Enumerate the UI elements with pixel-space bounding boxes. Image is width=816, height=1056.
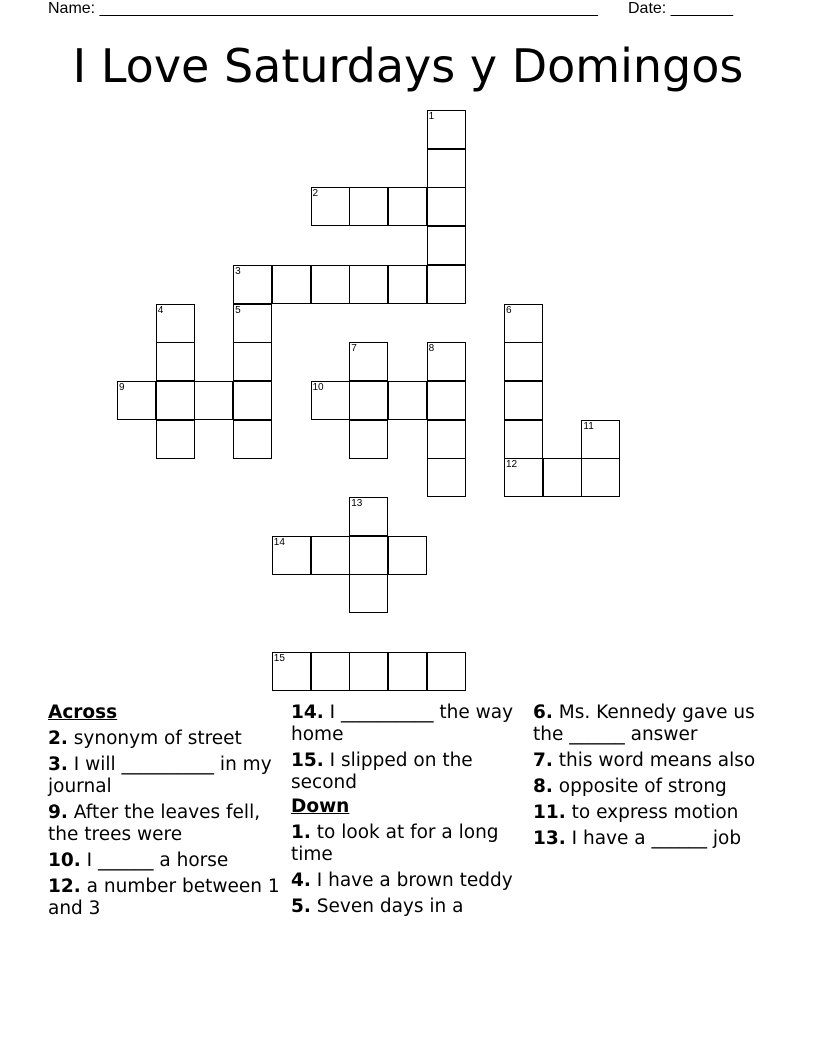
clue-number: 5 — [235, 304, 241, 316]
clue-number-label: 9. — [48, 802, 68, 823]
clue-number-label: 6. — [533, 702, 553, 723]
grid-cell[interactable] — [194, 381, 233, 420]
grid-cell[interactable] — [233, 265, 272, 304]
clue-number: 10 — [312, 381, 324, 393]
grid-cell[interactable] — [504, 381, 543, 420]
grid-cell[interactable] — [581, 420, 620, 459]
grid-cell[interactable] — [427, 458, 466, 497]
clue-text: a number between 1 and 3 — [48, 876, 280, 919]
grid-cell[interactable] — [349, 342, 388, 381]
grid-cell[interactable] — [311, 652, 350, 691]
clue-text: I ______ a horse — [80, 850, 229, 871]
section-heading: Across — [48, 702, 118, 723]
grid-cell[interactable] — [349, 265, 388, 304]
clue-number: 11 — [583, 420, 594, 432]
grid-cell[interactable] — [349, 187, 388, 226]
clue-text: Ms. Kennedy gave us the ______ answer — [533, 702, 755, 745]
grid-cell[interactable] — [311, 187, 350, 226]
clue-text: I will __________ in my journal — [48, 754, 272, 797]
grid-cell[interactable] — [427, 652, 466, 691]
clue-item — [533, 776, 768, 798]
grid-cell[interactable] — [233, 420, 272, 459]
grid-cell[interactable] — [349, 381, 388, 420]
clue-text: I have a brown teddy — [310, 870, 513, 891]
grid-cell[interactable] — [156, 342, 195, 381]
grid-cell[interactable] — [233, 342, 272, 381]
clue-number: 12 — [506, 459, 518, 471]
grid-cell[interactable] — [156, 304, 195, 343]
grid-cell[interactable] — [388, 536, 427, 575]
grid-cell[interactable] — [233, 381, 272, 420]
clue-item — [48, 876, 283, 920]
clue-text: to express motion — [565, 802, 739, 823]
grid-cell[interactable] — [504, 458, 543, 497]
clue-number-label: 1. — [291, 822, 311, 843]
clue-text: to look at for a long time — [291, 822, 499, 865]
clue-text: I slipped on the second — [291, 750, 473, 793]
clue-number-label: 8. — [533, 776, 553, 797]
grid-cell[interactable] — [156, 381, 195, 420]
grid-cell[interactable] — [504, 342, 543, 381]
clue-text: After the leaves fell, the trees were — [48, 802, 261, 845]
grid-cell[interactable] — [311, 265, 350, 304]
clue-item — [533, 702, 768, 746]
grid-cell[interactable] — [427, 149, 466, 188]
clue-number: 8 — [428, 343, 435, 355]
clue-item — [291, 702, 526, 746]
clue-number-label: 2. — [48, 728, 68, 749]
date-line: Date: _______ — [628, 0, 733, 17]
clue-number-label: 4. — [291, 870, 311, 891]
grid-cell[interactable] — [349, 497, 388, 536]
clue-text: this word means also — [552, 750, 756, 771]
clue-number: 14 — [273, 536, 285, 548]
clue-number-label: 14. — [291, 702, 324, 723]
clue-number: 3 — [235, 265, 241, 277]
grid-cell[interactable] — [117, 381, 156, 420]
clue-number-label: 10. — [48, 850, 81, 871]
clue-item — [48, 802, 283, 846]
clue-column-3 — [533, 702, 768, 850]
clue-column-2 — [291, 702, 526, 918]
clue-number: 1 — [428, 111, 435, 122]
grid-cell[interactable] — [427, 342, 466, 381]
clue-column-1 — [48, 702, 283, 920]
clue-number-label: 5. — [291, 896, 311, 917]
clue-item — [291, 750, 526, 794]
clue-number-label: 7. — [533, 750, 553, 771]
clue-number: 15 — [273, 652, 285, 664]
grid-cell[interactable] — [349, 536, 388, 575]
puzzle-title: I Love Saturdays y Domingos — [72, 39, 744, 93]
grid-cell[interactable] — [311, 536, 350, 575]
clue-item — [291, 896, 526, 918]
grid-cell[interactable] — [388, 265, 427, 304]
grid-cell[interactable] — [543, 458, 582, 497]
clue-number-label: 12. — [48, 876, 81, 897]
clue-text: I have a ______ job — [565, 828, 742, 849]
clue-item — [533, 802, 768, 824]
clue-number: 4 — [157, 304, 164, 316]
clue-item — [533, 828, 768, 850]
grid-cell[interactable] — [272, 265, 311, 304]
clue-number: 2 — [312, 188, 319, 200]
grid-cell[interactable] — [504, 304, 543, 343]
clue-number: 7 — [351, 343, 357, 355]
grid-cell[interactable] — [427, 226, 466, 265]
clue-item — [291, 870, 526, 892]
grid-cell[interactable] — [272, 536, 311, 575]
clue-number-label: 15. — [291, 750, 324, 771]
grid-cell[interactable] — [427, 381, 466, 420]
grid-cell[interactable] — [349, 652, 388, 691]
clue-text: I __________ the way home — [291, 702, 514, 745]
grid-cell[interactable] — [272, 652, 311, 691]
name-line: Name: ________________________________________________________ — [48, 0, 598, 17]
clue-number-label: 3. — [48, 754, 68, 775]
grid-cell[interactable] — [581, 458, 620, 497]
clue-item — [48, 754, 283, 798]
clue-number-label: 11. — [533, 802, 566, 823]
clue-number: 9 — [119, 381, 125, 393]
grid-cell[interactable] — [233, 304, 272, 343]
clue-number: 13 — [351, 498, 363, 509]
grid-cell[interactable] — [427, 110, 466, 149]
clue-number-label: 13. — [533, 828, 566, 849]
clue-item — [533, 750, 768, 772]
grid-cell[interactable] — [427, 265, 466, 304]
grid-cell[interactable] — [504, 420, 543, 459]
grid-cell[interactable] — [349, 574, 388, 613]
grid-cell[interactable] — [156, 420, 195, 459]
grid-cell[interactable] — [349, 420, 388, 459]
grid-cell[interactable] — [427, 187, 466, 226]
clue-item — [48, 728, 283, 750]
clue-item — [48, 850, 283, 872]
grid-cell[interactable] — [388, 187, 427, 226]
grid-cell[interactable] — [427, 420, 466, 459]
clue-text: synonym of street — [67, 728, 242, 749]
grid-cell[interactable] — [388, 652, 427, 691]
clue-number: 6 — [506, 304, 512, 316]
clue-text: Seven days in a — [310, 896, 464, 917]
clue-text: opposite of strong — [552, 776, 727, 797]
grid-cell[interactable] — [311, 381, 350, 420]
grid-cell[interactable] — [388, 381, 427, 420]
section-heading: Down — [291, 796, 350, 817]
clue-item — [291, 822, 526, 866]
